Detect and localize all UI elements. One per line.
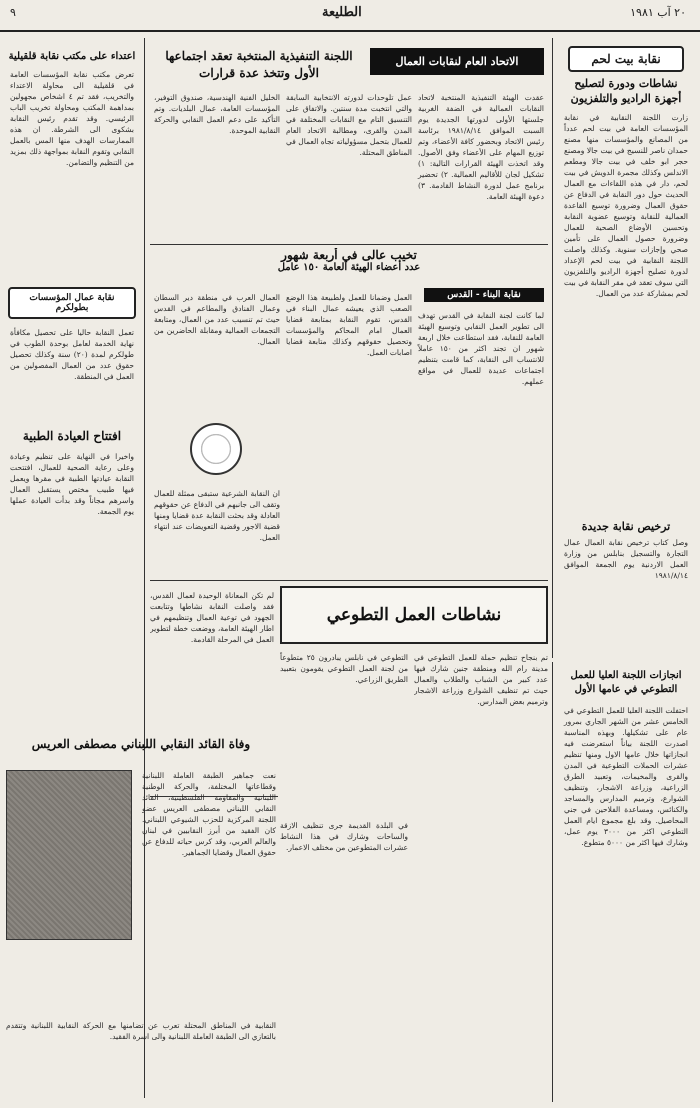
section-rule <box>150 244 548 245</box>
column-rule <box>552 662 553 1102</box>
obituary-body: النقابية في المناطق المحتلة تعرب عن تضامنها مع الحركة النقابية اللبنانية وتتقدم بالتعازي الى الطبقة العاملة اللبنانية والى اسرة الفقيد. <box>6 1021 276 1041</box>
volunteer-banner <box>280 586 548 644</box>
volunteer-headline: نشاطات العمل التطوعي <box>326 605 502 625</box>
column-rule <box>552 38 553 658</box>
section-body: وصل كتاب ترخيص نقابة العمال عمال التجارة والتسجيل بنابلس من وزارة العمل الاردنية يوم الجمعة الموافق ١٩٨١/٨/١٤ <box>564 538 688 580</box>
article-body: زارت اللجنة النقابية في نقابة المؤسسات العامة في بيت لحم عدداً من المصانع والمؤسسات منها مصنع حمدان ناصر للنسيج في بيت جالا ومصنع حجر ابو خلف في بيت جالا ومطعم الاندلس وكذلك مجمرة الدويش في بيت لحم، دار في هذه اللقاءات مع العمال الحديث حول دور النقابة في الدفاع عن حقوق العمال وضرورة توسيع القاعدة العمالية للنقابة وتوسيع عضوية النقابة وتحسين الأوضاع الصحية للعمال وضرورة حصول العمال على تأمين صحي وإجازات سنوية. وكذلك واصلت اللجنة النقابية في بيت لحم الإعداد لدورة تصليح أجهزة الراديو والتلفزيون التي سوف تعقد في مقر النقابة في بيت لحم بمشاركة عدد من العمال. <box>564 113 688 298</box>
section-body: واخيرا في النهاية على تنظيم وعيادة وعلى رعاية الصحية للعمال، افتتحت النقابة عيادتها الطبية في مقرها ويعمل فيها طبيب مختص يستقبل العمال واسرهم مجاناً وقد بدأت العيادة عملها يوم الجمعة. <box>10 452 134 516</box>
article-body: احتفلت اللجنة العليا للعمل التطوعي في الخامس عشر من الشهر الجاري بمرور عام على تشكيلها. وبهذه المناسبة اصدرت اللجنة بياناً استعرضت فيه انجازاتها خلال عامها الاول ومنها تنظيم عشرات الحملات التطوعية في المدن والقرى والمخيمات، وتعبيد الطرق الزراعية، وزراعة الاشجار، وتنظيف الشوارع، وترميم المدارس والمساجد والكنائس، ومساعدة الفلاحين في جني المحاصيل. وقد بلغ مجموع ايام العمل التطوعي اكثر من ٣٠٠٠ يوم عمل، وشارك فيها اكثر من ٥٠٠٠ متطوع. <box>564 706 688 847</box>
article-bethlehem <box>558 40 694 660</box>
article-body: العمال العرب في منطقة دير السطان وعمال الفنادق والمطاعم في القدس حيث تم تنسيب عدد من العمال، ومتابعة التجمعات العمالية ومقابلة الحاضرين من العمال. <box>154 293 280 346</box>
article-title: انجازات اللجنة العليا للعمل التطوعي في عامها الأول <box>570 670 682 695</box>
article-title: نشاطات ودورة لتصليح أجهزة الراديو والتلفزيون <box>570 77 682 105</box>
article-body: تعرض مكتب نقابة المؤسسات العامة في قلقيلية الى محاولة الاعتداء والتخريب، فقد تم ٤ اشخاص مجهولين بمداهمة المكتب ومحاولة تخريب الباب الرئيسي. وقد تقدم رئيس النقابة بشكوى الى الشرطة. ان هذه الممارسات الهدف منها المس بالعمل النقابي وتقوم النقابة بمواجهة ذلك بمزيد من التنظيم والتضامن. <box>10 70 134 167</box>
banner-subhead: عدد أعضاء الهيئة العامة ١٥٠ عامل <box>277 262 421 273</box>
article-construction-jerusalem <box>150 288 548 578</box>
portrait-photo <box>6 770 132 940</box>
section-title: نقابة عمال المؤسسات بطولكرم <box>8 287 136 319</box>
publication-name: الطليعة <box>322 5 362 20</box>
article-volunteer-committee <box>558 665 694 1103</box>
article-body: عمل تلوحدات لدورته الانتخابية السابقة والتي انتخبت مدة سنتين. والاتفاق على التنسيق التام مع النقابات المختلفة في المدن والقرى، ومطالبة الاتحاد العام للعمال بتحمل مسؤولياته تجاه العمال في المناطق المحتلة. <box>286 93 412 157</box>
article-body: لما كانت لجنة النقابة في القدس تهدف الى تطوير العمل النقابي وتوسيع الهيئة العامة للنقابة، فقد استطاعت خلال اربعة شهور ان تجند اكثر من ١٥٠ عاملاً للانتساب الى النقابة، كما قامت بتنظيم اجتماعات عديدة للعمال في مواقع عملهم. <box>418 311 544 386</box>
issue-date: ٢٠ آب ١٩٨١ <box>630 6 686 19</box>
article-title: اعتداء على مكتب نقابة قلقيلية <box>8 51 136 62</box>
article-body: في البلدة القديمة جرى تنظيف الازقة والساحات وشارك في هذا النشاط عشرات المتطوعين من مختلف الاعمار. <box>280 821 408 852</box>
article-body: لم تكن المعاناة الوحيدة لعمال القدس، فقد واصلت النقابة نشاطها وتتابعت الجهود في توعية العمال وتنظيمهم في اطار الهيئة العامة، ووضعت خطة لتطوير العمل في المرحلة القادمة. <box>150 591 274 644</box>
section-title: ترخيص نقابة جديدة <box>581 520 671 533</box>
banner <box>150 248 548 282</box>
article-body: ان النقابة الشرعية ستبقى ممثلة للعمال وتقف الى جانبهم في الدفاع عن حقوقهم العادلة وقد بحثت النقابة عدة قضايا ومنها قضية الاجور وقضية التعويضات عند انتهاء العمل. <box>154 489 280 542</box>
headline: اللجنة التنفيذية المنتخبة تعقد اجتماعها الأول وتتخذ عدة قرارات <box>165 49 353 80</box>
obituary-body: نعت جماهير الطبقة العاملة اللبنانية وقطاعاتها المختلفة، والحركة الوطنية اللبنانية والمقاومة الفلسطينية، القائد النقابي اللبناني مصطفى العريس عضو اللجنة المركزية للحزب الشيوعي اللبناني. كان الفقيد من أبرز النقابيين في لبنان والعالم العربي، وقد كرس حياته للدفاع عن حقوق العمال وقضايا الجماهير. <box>142 771 276 857</box>
banner-headline: تخيب عالى في أربعة شهور <box>281 248 417 262</box>
page-number: ٩ <box>10 6 16 19</box>
masthead: الاتحاد العام لنقابات العمال <box>370 48 544 75</box>
section-title: افتتاح العيادة الطبية <box>22 429 122 443</box>
article-obituary <box>6 730 276 1102</box>
article-body: عقدت الهيئة التنفيذية المنتخبة لاتحاد النقابات العمالية في الضفة الغربية جلستها الأولى لدورتها الجديدة يوم السبت الموافق ١٩٨١/٨/١٤ برئاسة رئيس الاتحاد وبحضور كافة الأعضاء، وتم توزيع المهام على الأعضاء وفق الأصول. وقد اتخذت الهيئة القرارات التالية: ١) تشكيل لجان للأقاليم العمالية. ٢) تحضير برنامج عمل لدورة النشاط القادمة. ٣) دعوة الهيئة العامة. <box>418 93 544 201</box>
article-union-federation <box>150 40 548 240</box>
article-body: الخليل الفنية الهندسية، صندوق التوفير، المؤسسات العامة، عمال البلديات. وتم التأكيد على دعم العمل النقابي والحركة النقابية الموحدة. <box>154 93 280 135</box>
section-body: تعمل النقابة حاليا على تحصيل مكافأة نهاية الخدمة لعامل بوحدة الطوب في طولكرم لمدة (٢٠) سنة وكذلك تحصيل حقوق عدد من العمال المفصولين من العمل في المنطقة. <box>10 328 135 381</box>
page-header <box>0 0 700 32</box>
obituary-headline: وفاة القائد النقابي اللبناني مصطفى العريس <box>31 737 251 751</box>
article-badge: نقابة بيت لحم <box>568 46 684 72</box>
article-body: العمل وضمانا للعمل ولطبيعة هذا الوضع الصعب الذي يعيشه عمال البناء في القدس، تقوم النقابة بمتابعة قضايا العمال امام المحاكم والمؤسسات وتحصيل حقوقهم وكذلك متابعة قضايا اصابات العمل. <box>286 293 412 357</box>
section-rule <box>150 580 548 581</box>
union-seal-icon <box>190 423 242 475</box>
article-body: التطوعي في نابلس يبادرون ٢٥ متطوعاً من لجنة العمل التطوعي يقومون بتعبيد الطريق الزراعي. <box>280 653 408 684</box>
section-label: نقابة البناء - القدس <box>424 288 544 302</box>
article-body: تم بنجاح تنظيم حملة للعمل التطوعي في مدينة رام الله ومنطقة جنين شارك فيها عدد كبير من الشباب والطلاب والعمال حيث تم تنظيف الشوارع وزراعة الاشجار وترميم بعض المدارس. <box>414 653 548 706</box>
